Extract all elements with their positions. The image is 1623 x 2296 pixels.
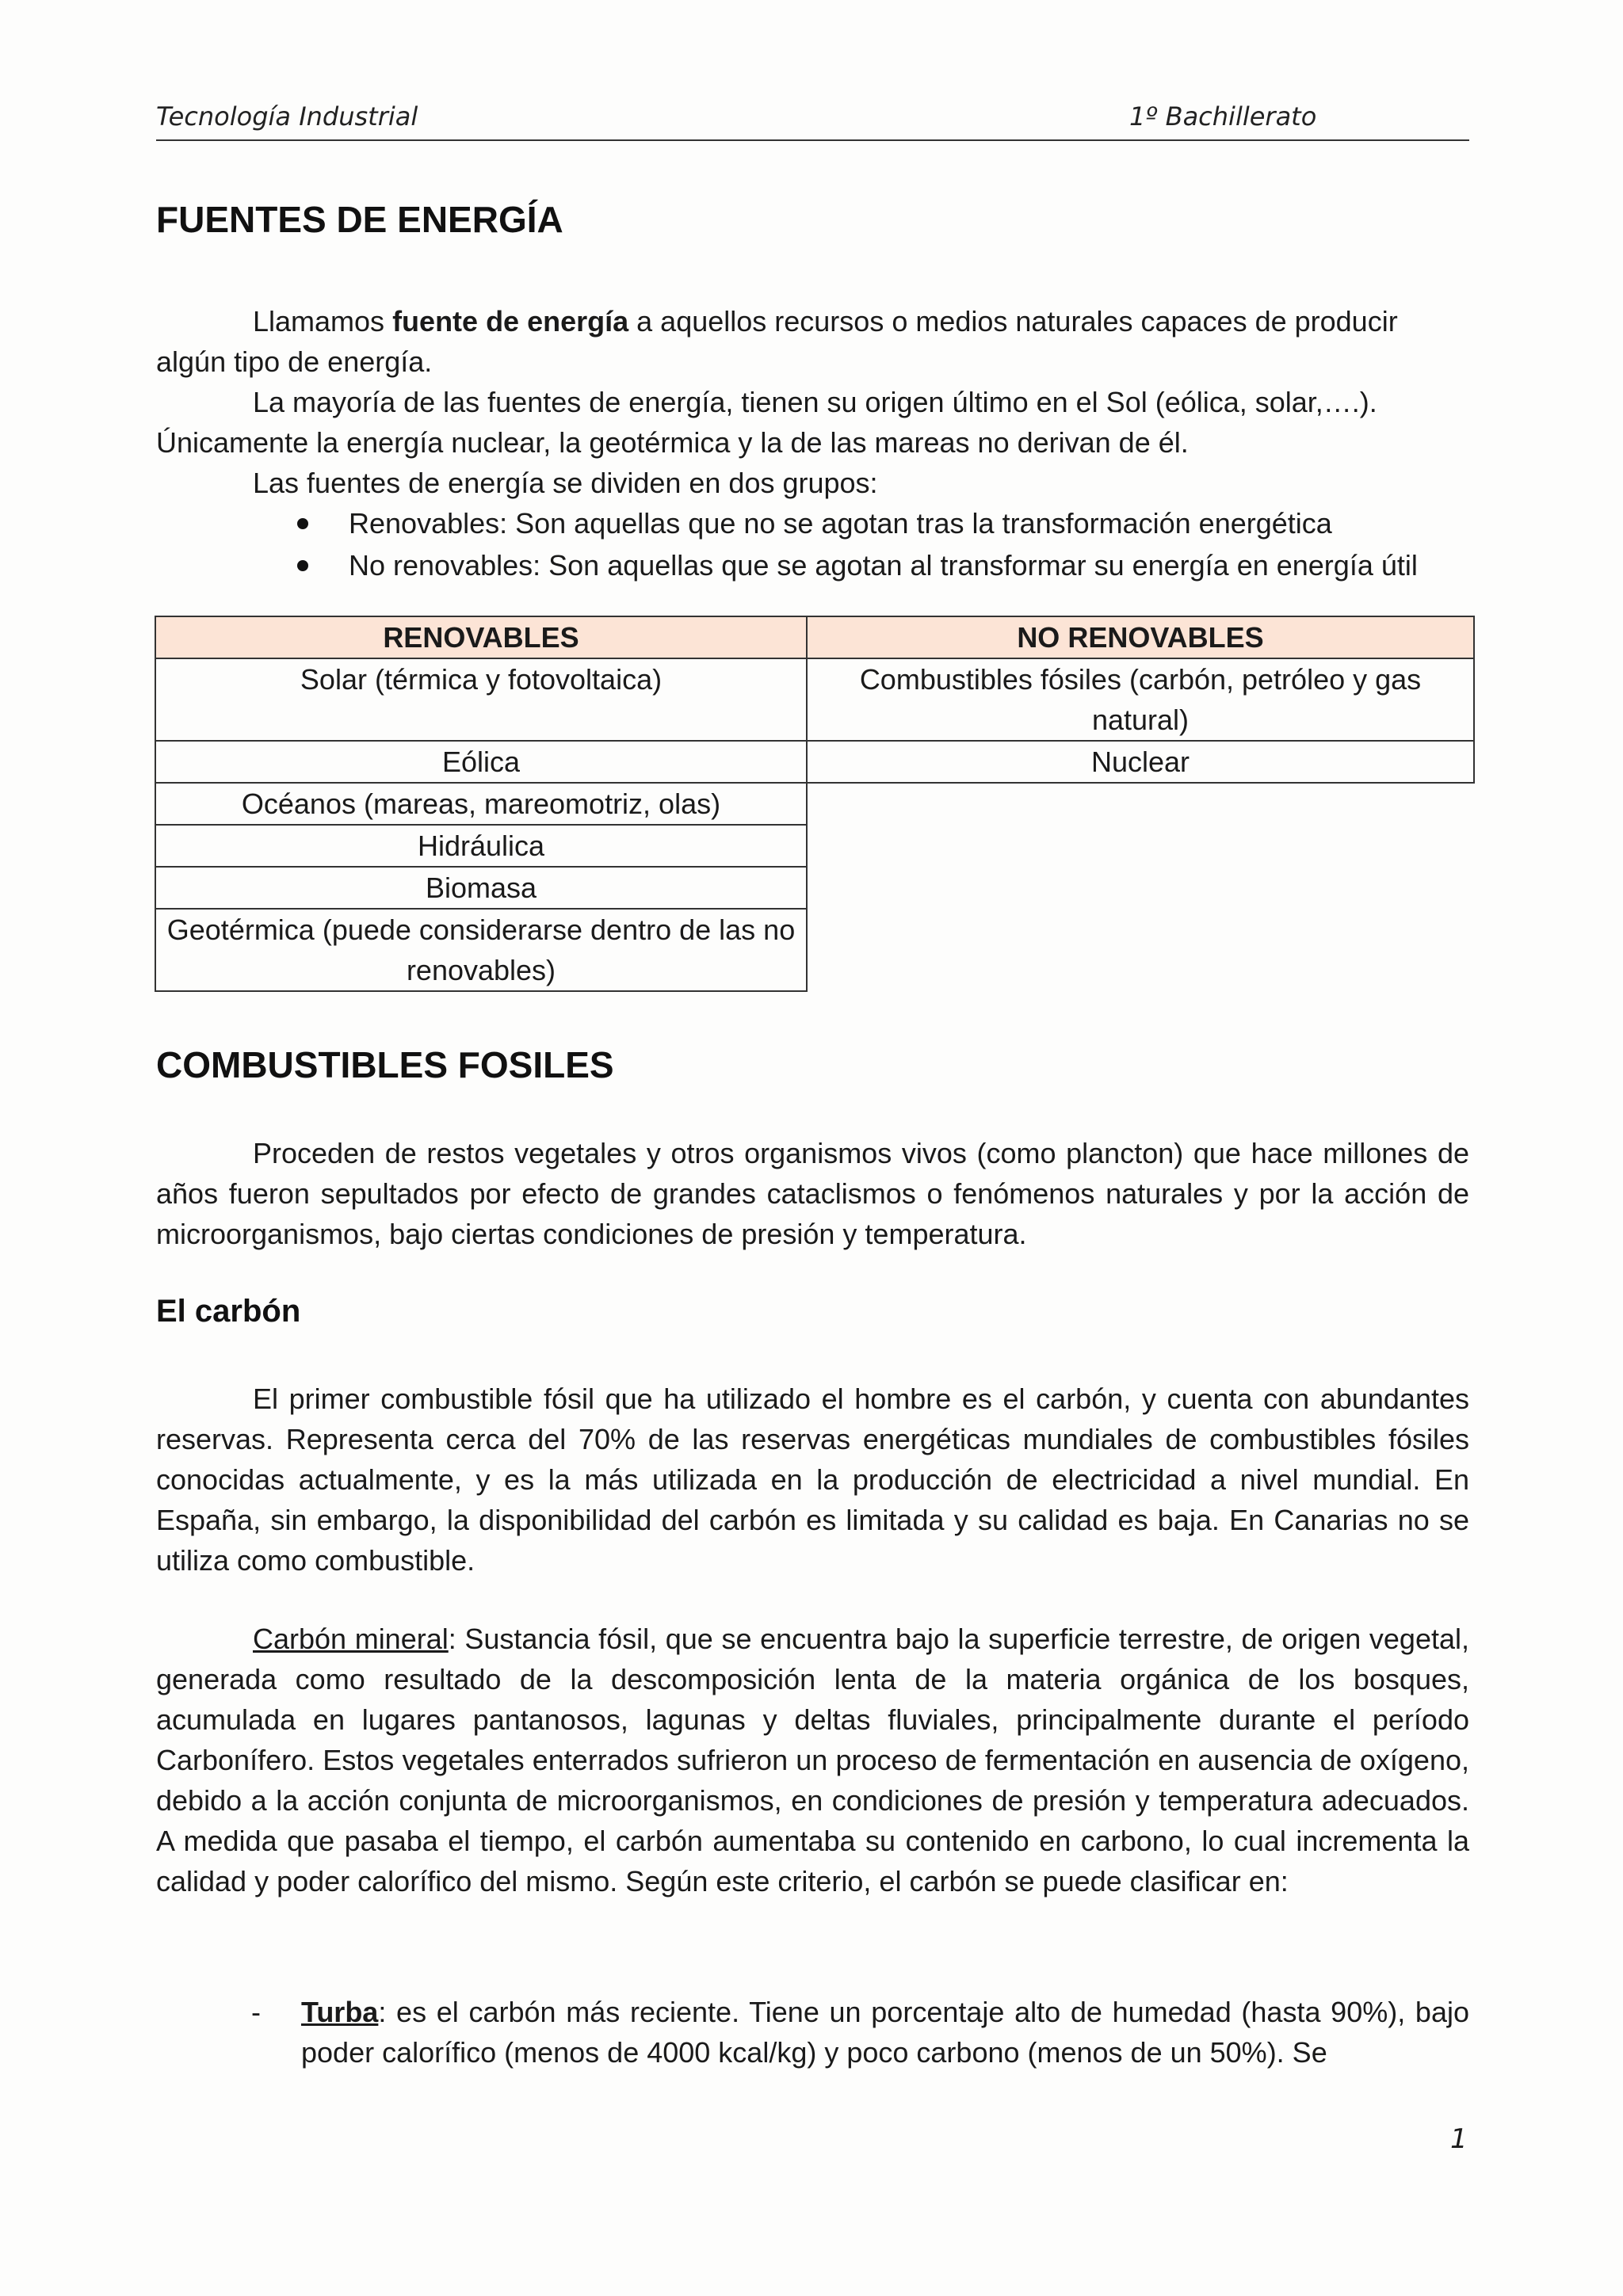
table-cell-empty xyxy=(807,825,1474,867)
groups-intro: Las fuentes de energía se dividen en dos grupos: xyxy=(253,467,878,499)
table-cell: Hidráulica xyxy=(155,825,807,867)
header-no-renovables: NO RENOVABLES xyxy=(807,616,1474,658)
turba-term: Turba xyxy=(301,1996,379,2028)
header-renovables: RENOVABLES xyxy=(155,616,807,658)
list-item xyxy=(156,544,1503,586)
section-title-combustibles: COMBUSTIBLES FOSILES xyxy=(156,1044,614,1085)
combustibles-paragraph: Proceden de restos vegetales y otros organismos vivos (como plancton) que hace millones de años fueron sepultados por efecto de grandes cataclismos o fenómenos naturales y por la acción de microorganismos, bajo ciertas condiciones de presión y temperatura. xyxy=(156,1137,1469,1250)
list-item-text: Renovables: Son aquellas que no se agotan tras la transformación energética xyxy=(349,507,1332,540)
page-number: 1 xyxy=(1450,2123,1468,2155)
table-cell: Biomasa xyxy=(155,867,807,909)
carbon-intro-block xyxy=(156,1379,1469,1581)
definition-paragraph xyxy=(156,301,1469,382)
table-row xyxy=(155,658,1474,741)
table-row xyxy=(155,825,1474,867)
table-row xyxy=(155,741,1474,783)
table-cell: Geotérmica (puede considerarse dentro de las no renovables) xyxy=(155,909,807,991)
turba-description: : es el carbón más reciente. Tiene un porcentaje alto de humedad (hasta 90%), bajo poder calorífico (menos de 4000 kcal/kg) y poco carbono (menos de un 50%). Se xyxy=(301,1996,1469,2069)
table-row xyxy=(155,783,1474,825)
definition-term: fuente de energía xyxy=(392,305,629,338)
bullet-icon xyxy=(297,518,308,529)
turba-text xyxy=(301,1992,1469,2073)
combustibles-paragraph-block xyxy=(156,1133,1469,1254)
header-subject: Tecnología Industrial xyxy=(156,101,418,132)
table-cell: Nuclear xyxy=(807,741,1474,783)
header-course: 1º Bachillerato xyxy=(1129,101,1317,132)
carbon-mineral-term: Carbón mineral xyxy=(253,1623,449,1655)
table-cell: Solar (térmica y fotovoltaica) xyxy=(155,658,807,741)
list-item-turba xyxy=(156,1992,1469,2073)
origin-paragraph: La mayoría de las fuentes de energía, tienen su origen último en el Sol (eólica, solar,….). Únicamente la energía nuclear, la geotérmica y la de las mareas no derivan de él. xyxy=(156,386,1377,459)
table-row xyxy=(155,867,1474,909)
table-cell-empty xyxy=(807,909,1474,991)
definition-text-post: a aquellos recursos o medios naturales capaces de producir algún tipo de energía. xyxy=(156,305,1398,378)
bullet-icon xyxy=(297,560,308,571)
table-cell: Eólica xyxy=(155,741,807,783)
section-title-carbon: El carbón xyxy=(156,1294,301,1329)
table-cell: Océanos (mareas, mareomotriz, olas) xyxy=(155,783,807,825)
table-header-row xyxy=(155,616,1474,658)
table-row xyxy=(155,909,1474,991)
intro-paragraphs xyxy=(156,301,1469,503)
carbon-intro-paragraph: El primer combustible fósil que ha utilizado el hombre es el carbón, y cuenta con abundantes reservas. Representa cerca del 70% de las reservas energéticas mundiales de combustibles fósiles conocidas actualmente, y es la más utilizada en la producción de electricidad a nivel mundial. En España, sin embargo, la disponibilidad del carbón es limitada y su calidad es baja. En Canarias no se utiliza como combustible. xyxy=(156,1383,1469,1577)
groups-list xyxy=(156,502,1503,586)
definition-text-pre: Llamamos xyxy=(253,305,393,338)
page-header xyxy=(156,101,1469,141)
energy-sources-table xyxy=(155,616,1475,992)
dash-marker: - xyxy=(251,1996,261,2028)
carbon-mineral-block xyxy=(156,1619,1469,1901)
table-cell: Combustibles fósiles (carbón, petróleo y gas natural) xyxy=(807,658,1474,741)
section-title-fuentes: FUENTES DE ENERGÍA xyxy=(156,199,563,240)
list-item xyxy=(156,502,1503,544)
table-cell-empty xyxy=(807,867,1474,909)
table-cell-empty xyxy=(807,783,1474,825)
list-item-text: No renovables: Son aquellas que se agotan al transformar su energía en energía útil xyxy=(349,549,1418,582)
carbon-mineral-text: : Sustancia fósil, que se encuentra bajo la superficie terrestre, de origen vegetal, generada como resultado de la descomposición lenta de la materia orgánica de los bosques, acumulada en lugares pantanosos, lagunas y deltas fluviales, principalmente durante el período Carbonífero. Estos vegetales enterrados sufrieron un proceso de fermentación en ausencia de oxígeno, debido a la acción conjunta de microorganismos, en condiciones de presión y temperatura adecuados. A medida que pasaba el tiempo, el carbón aumentaba su contenido en carbono, lo cual incrementa la calidad y poder calorífico del mismo. Según este criterio, el carbón se puede clasificar en: xyxy=(156,1623,1469,1897)
carbon-mineral-paragraph xyxy=(156,1619,1469,1901)
